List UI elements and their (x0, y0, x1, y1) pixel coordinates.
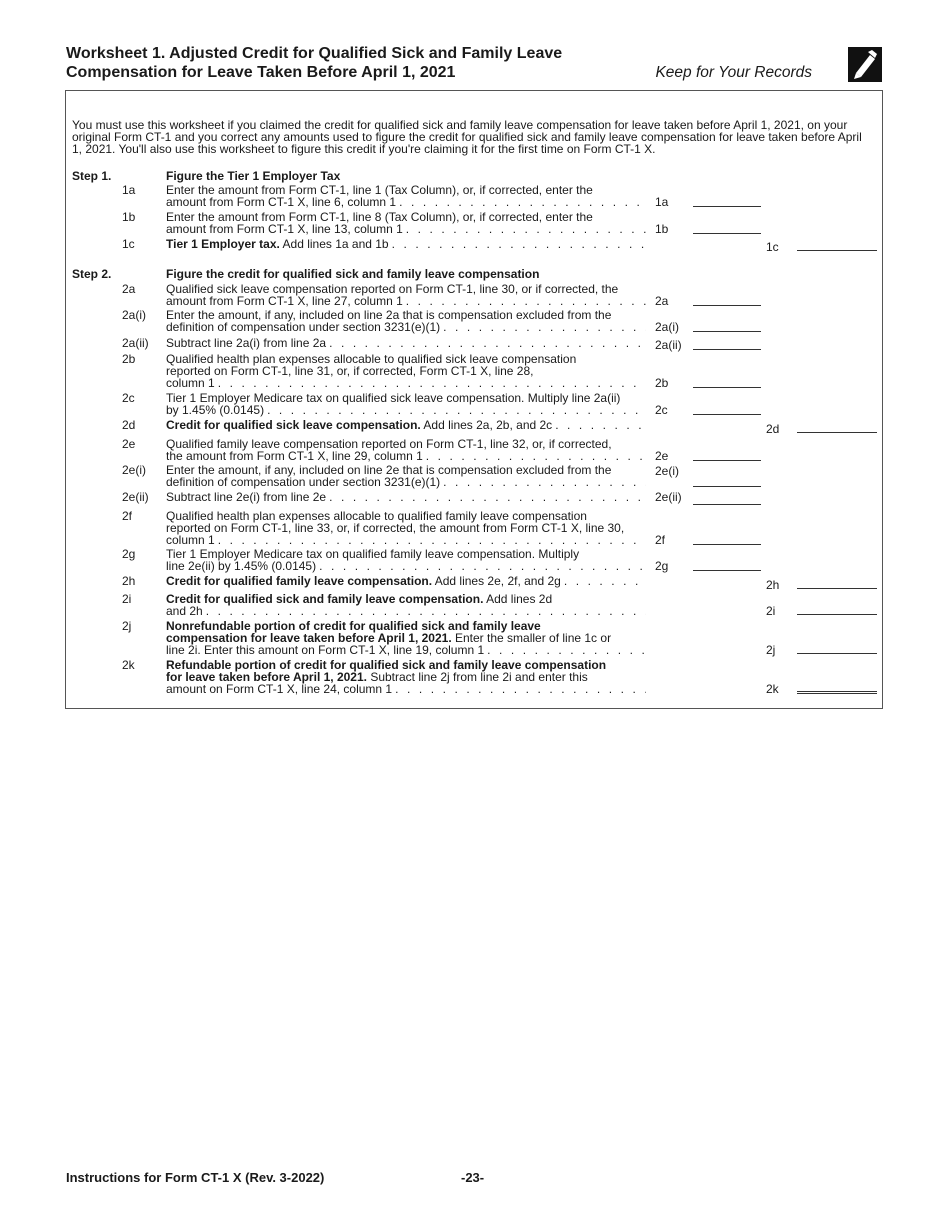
line-description (166, 464, 646, 488)
footer-form-name: Instructions for Form CT-1 X (Rev. 3-2022) (66, 1170, 325, 1185)
entry-field-2k[interactable] (797, 691, 877, 694)
desc-text: by 1.45% (0.0145) (166, 403, 265, 417)
desc-text: Qualified family leave compensation reported on Form CT-1, line 32, or, if corrected, (166, 437, 612, 451)
step1-label: Step 1. (72, 169, 112, 183)
title-line-2: Compensation for Leave Taken Before April 1, 2021 (66, 64, 456, 81)
desc-text: Enter the smaller of line 1c or (451, 631, 612, 645)
line-number: 1c (122, 237, 135, 251)
entry-field-2d[interactable] (797, 432, 877, 433)
desc-text: definition of compensation under section 3231(e)(1) (166, 320, 441, 334)
desc-text: Subtract line 2a(i) from line 2a (166, 336, 327, 350)
desc-text: Tier 1 Employer Medicare tax on qualified sick leave compensation. Multiply line 2a(ii) (166, 391, 621, 405)
step1-heading: Figure the Tier 1 Employer Tax (166, 169, 341, 183)
line-description (166, 309, 646, 333)
line-description (166, 548, 646, 572)
line-label: 2g (655, 559, 669, 573)
entry-field-2a[interactable] (693, 305, 761, 306)
desc-text: and 2h (166, 604, 203, 618)
entry-field-2g[interactable] (693, 570, 761, 571)
desc-bold: for leave taken before April 1, 2021. (166, 670, 367, 684)
line-label: 2f (655, 533, 666, 547)
entry-field-2j[interactable] (797, 653, 877, 654)
entry-field-2e-ii[interactable] (693, 504, 761, 505)
desc-text: definition of compensation under section 3231(e)(1) (166, 475, 441, 489)
line-description (166, 575, 646, 587)
line-number: 2i (122, 592, 132, 606)
line-number: 2f (122, 509, 133, 523)
desc-text: column 1 (166, 533, 215, 547)
desc-text: line 2e(ii) by 1.45% (0.0145) (166, 559, 317, 573)
line-number: 2a (122, 282, 136, 296)
desc-bold: Refundable portion of credit for qualified sick and family leave compensation (166, 658, 607, 672)
desc-text: Qualified health plan expenses allocable to qualified family leave compensation (166, 509, 587, 523)
desc-text: Add lines 2d (483, 592, 553, 606)
line-label: 2h (766, 578, 780, 592)
line-label: 2b (655, 376, 669, 390)
line-description (166, 283, 646, 307)
line-description (166, 419, 646, 431)
line-description (166, 238, 646, 250)
page-number: -23- (461, 1170, 485, 1185)
desc-bold: Nonrefundable portion of credit for qualified sick and family leave (166, 619, 541, 633)
line-label: 1b (655, 222, 669, 236)
line-number: 2d (122, 418, 136, 432)
desc-bold: Credit for qualified sick leave compensation. (166, 418, 421, 432)
desc-text: amount from Form CT-1 X, line 6, column 1 (166, 195, 397, 209)
keep-for-records-label: Keep for Your Records (655, 64, 812, 81)
desc-text: Qualified health plan expenses allocable to qualified sick leave compensation (166, 352, 577, 366)
line-number: 2k (122, 658, 135, 672)
line-number: 2e(i) (122, 463, 147, 477)
line-label: 2i (766, 604, 776, 618)
entry-field-2a-ii[interactable] (693, 349, 761, 350)
line-number: 2b (122, 352, 136, 366)
entry-field-2b[interactable] (693, 387, 761, 388)
line-description (166, 211, 646, 235)
desc-text: Add lines 2e, 2f, and 2g (432, 574, 561, 588)
entry-field-2h[interactable] (797, 588, 877, 589)
entry-field-2e[interactable] (693, 460, 761, 461)
desc-text: Enter the amount, if any, included on line 2a that is compensation excluded from the (166, 308, 612, 322)
line-number: 2c (122, 391, 135, 405)
desc-text: Subtract line 2e(i) from line 2e (166, 490, 327, 504)
entry-field-1a[interactable] (693, 206, 761, 207)
line-description (166, 659, 646, 695)
line-description (166, 491, 646, 503)
entry-field-2c[interactable] (693, 414, 761, 415)
entry-field-1b[interactable] (693, 233, 761, 234)
entry-field-2e-i[interactable] (693, 486, 761, 487)
desc-text: Add lines 1a and 1b (279, 237, 389, 251)
line-number: 2a(ii) (122, 336, 149, 350)
desc-text: amount on Form CT-1 X, line 24, column 1 (166, 682, 393, 696)
line-label: 2e(i) (655, 464, 680, 478)
pen-icon (848, 47, 882, 82)
entry-field-2a-i[interactable] (693, 331, 761, 332)
line-label: 1c (766, 240, 779, 254)
line-number: 2e (122, 437, 136, 451)
entry-field-1c[interactable] (797, 250, 877, 251)
desc-text: reported on Form CT-1, line 33, or, if corrected, the amount from Form CT-1 X, line 30, (166, 521, 625, 535)
desc-text: Enter the amount, if any, included on line 2e that is compensation excluded from the (166, 463, 612, 477)
line-label: 2k (766, 682, 779, 696)
desc-text: Enter the amount from Form CT-1, line 1 (Tax Column), or, if corrected, enter the (166, 183, 593, 197)
line-label: 2a(ii) (655, 338, 682, 352)
desc-text: Qualified sick leave compensation reported on Form CT-1, line 30, or if corrected, the (166, 282, 619, 296)
line-label: 1a (655, 195, 669, 209)
line-description (166, 510, 646, 546)
entry-field-2i[interactable] (797, 614, 877, 615)
desc-bold: Tier 1 Employer tax. (166, 237, 280, 251)
desc-text: column 1 (166, 376, 215, 390)
step2-heading: Figure the credit for qualified sick and family leave compensation (166, 267, 540, 281)
desc-text: amount from Form CT-1 X, line 13, column 1 (166, 222, 403, 236)
desc-text: Subtract line 2j from line 2i and enter this (366, 670, 588, 684)
desc-text: the amount from Form CT-1 X, line 29, column 1 (166, 449, 423, 463)
desc-text: reported on Form CT-1, line 31, or, if corrected, Form CT-1 X, line 28, (166, 364, 534, 378)
line-number: 2h (122, 574, 136, 588)
desc-text: line 2i. Enter this amount on Form CT-1 X, line 19, column 1 (166, 643, 485, 657)
line-description (166, 337, 646, 349)
line-description (166, 620, 646, 656)
desc-text: Add lines 2a, 2b, and 2c (420, 418, 553, 432)
desc-bold: compensation for leave taken before April 1, 2021. (166, 631, 452, 645)
line-label: 2a (655, 294, 669, 308)
line-number: 2j (122, 619, 132, 633)
line-label: 2e(ii) (655, 490, 682, 504)
worksheet-title (66, 44, 562, 82)
line-number: 2g (122, 547, 136, 561)
desc-text: Enter the amount from Form CT-1, line 8 (Tax Column), or, if corrected, enter the (166, 210, 593, 224)
line-description (166, 593, 646, 617)
desc-text: Tier 1 Employer Medicare tax on qualified family leave compensation. Multiply (166, 547, 580, 561)
line-number: 2a(i) (122, 308, 147, 322)
line-label: 2a(i) (655, 320, 680, 334)
intro-paragraph: You must use this worksheet if you claimed the credit for qualified sick and family leave compensation for leave taken before April 1, 2021, on your original Form CT-1 and you correct any amounts used to figure the credit for qualified sick and family leave compensation for leave taken before April 1, 2021. You'll also use this worksheet to figure this credit if you're claiming it for the first time on Form CT-1 X. (72, 118, 862, 156)
desc-bold: Credit for qualified family leave compensation. (166, 574, 433, 588)
line-description (166, 438, 646, 462)
title-line-1: Worksheet 1. Adjusted Credit for Qualified Sick and Family Leave (66, 45, 563, 62)
desc-bold: Credit for qualified sick and family leave compensation. (166, 592, 484, 606)
line-label: 2e (655, 449, 669, 463)
entry-field-2f[interactable] (693, 544, 761, 545)
step2-label: Step 2. (72, 267, 112, 281)
line-label: 2j (766, 643, 776, 657)
line-description (166, 392, 646, 416)
line-label: 2c (655, 403, 668, 417)
page-header (66, 44, 884, 86)
line-number: 2e(ii) (122, 490, 149, 504)
line-number: 1a (122, 183, 136, 197)
line-label: 2d (766, 422, 780, 436)
line-description (166, 353, 646, 389)
desc-text: amount from Form CT-1 X, line 27, column 1 (166, 294, 403, 308)
line-description (166, 184, 646, 208)
line-number: 1b (122, 210, 136, 224)
